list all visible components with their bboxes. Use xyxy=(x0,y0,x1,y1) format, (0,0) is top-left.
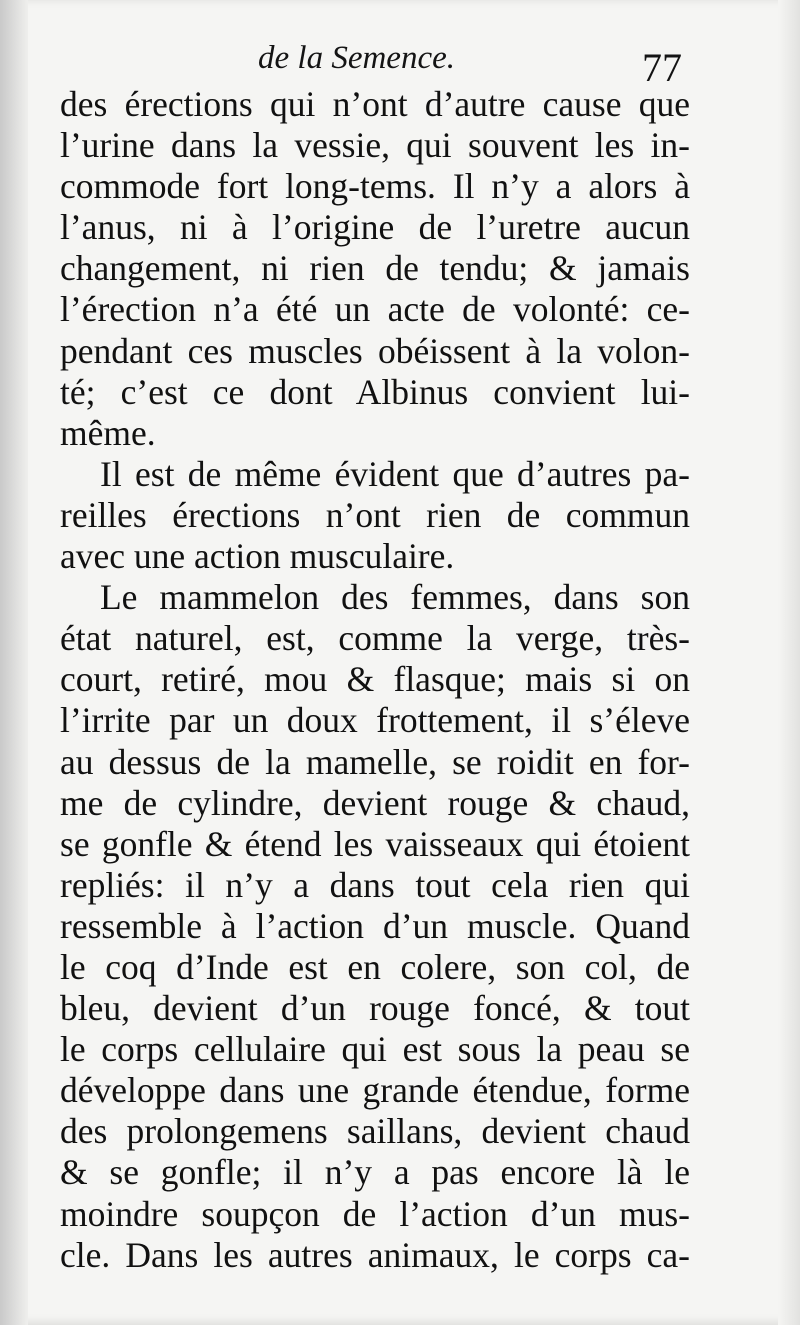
text-line: bleu, devient d’un rouge foncé, & tout xyxy=(60,988,690,1029)
text-line: commode fort long-tems. Il n’y a alors à xyxy=(60,166,690,207)
text-line: pendant ces muscles obéissent à la volon- xyxy=(60,330,690,371)
text-line: le coq d’Inde est en colere, son col, de xyxy=(60,946,690,987)
text-line: au dessus de la mamelle, se roidit en for- xyxy=(60,741,690,782)
text-line: l’érection n’a été un acte de volonté: ce- xyxy=(60,289,690,330)
text-line: cle. Dans les autres animaux, le corps ca- xyxy=(60,1234,690,1275)
page-edge xyxy=(778,0,800,1325)
text-line: l’urine dans la vessie, qui souvent les in- xyxy=(60,125,690,166)
text-line: développe dans une grande étendue, forme xyxy=(60,1070,690,1111)
text-line: des érections qui n’ont d’autre cause que xyxy=(60,84,690,124)
text-line: le corps cellulaire qui est sous la peau se xyxy=(60,1029,690,1070)
text-line: l’anus, ni à l’origine de l’uretre aucun xyxy=(60,207,690,248)
page-number: 77 xyxy=(642,45,682,90)
text-line: même. xyxy=(60,412,156,453)
text-line: me de cylindre, devient rouge & chaud, xyxy=(60,782,690,823)
body-text xyxy=(60,84,690,1276)
text-line: té; c’est ce dont Albinus convient lui- xyxy=(60,371,690,412)
text-line: des prolongemens saillans, devient chaud xyxy=(60,1111,690,1152)
text-line: & se gonfle; il n’y a pas encore là le xyxy=(60,1152,690,1193)
paragraph-first-line: Le mammelon des femmes, dans son xyxy=(100,577,690,618)
text-line: changement, ni rien de tendu; & jamais xyxy=(60,248,690,289)
text-line: état naturel, est, comme la verge, très- xyxy=(60,618,690,659)
text-line: se gonfle & étend les vaisseaux qui étoient xyxy=(60,823,690,864)
text-line: reilles érections n’ont rien de commun xyxy=(60,494,690,535)
text-line: avec une action musculaire. xyxy=(60,536,455,577)
page-gutter-shadow xyxy=(0,0,28,1325)
paragraph-first-line: Il est de même évident que d’autres pa- xyxy=(100,453,690,494)
text-line: repliés: il n’y a dans tout cela rien qui xyxy=(60,864,690,905)
text-line: ressemble à l’action d’un muscle. Quand xyxy=(60,905,690,946)
running-head: de la Semence. xyxy=(258,40,455,76)
text-line: court, retiré, mou & flasque; mais si on xyxy=(60,659,690,700)
text-line: l’irrite par un doux frottement, il s’éleve xyxy=(60,700,690,741)
text-line: moindre soupçon de l’action d’un mus- xyxy=(60,1193,690,1234)
